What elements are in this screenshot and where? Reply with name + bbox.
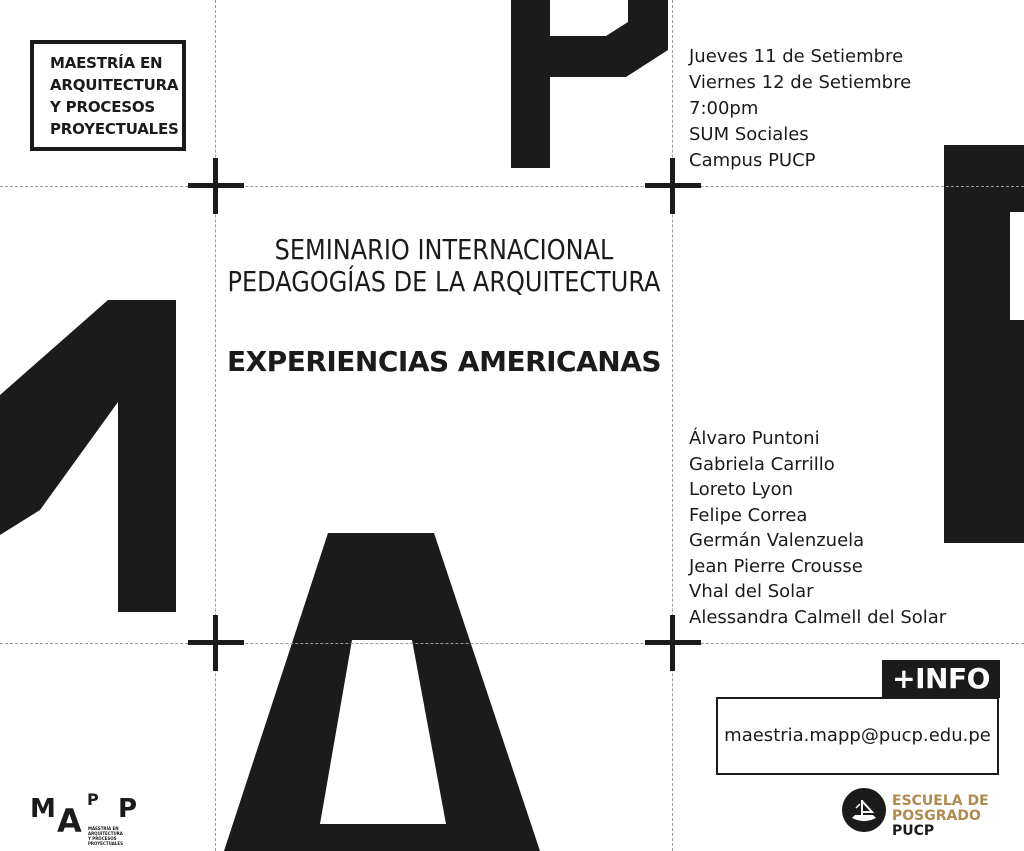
program-title-line: Y PROCESOS xyxy=(50,97,155,116)
guide-line-horizontal xyxy=(0,186,1024,187)
program-title-box xyxy=(30,40,186,151)
event-info xyxy=(689,44,911,174)
speaker-name: Álvaro Puntoni xyxy=(689,428,820,449)
mapp-logo xyxy=(30,790,150,845)
mapp-logo-subtext: MAESTRÍA EN ARQUITECTURA Y PROCESOS PROYECTUALES xyxy=(88,826,123,846)
speaker-list xyxy=(689,426,946,630)
giant-p-right xyxy=(944,145,1024,543)
speaker-name: Gabriela Carrillo xyxy=(689,453,835,475)
seminar-title-line: PEDAGOGÍAS DE LA ARQUITECTURA xyxy=(227,265,661,299)
more-info-tag: +INFO xyxy=(882,660,1000,698)
speaker-name: Jean Pierre Crousse xyxy=(689,555,863,577)
seminar-subtitle: EXPERIENCIAS AMERICANAS xyxy=(226,345,662,378)
guide-line-horizontal xyxy=(0,643,1024,644)
mapp-logo-letter: A xyxy=(57,802,82,840)
pucp-seal-icon xyxy=(842,788,886,832)
mapp-logo-letter: P xyxy=(87,790,99,809)
giant-a-bottom xyxy=(224,533,540,851)
event-date: Viernes 12 de Setiembre xyxy=(689,72,912,93)
speaker-name: Germán Valenzuela xyxy=(689,530,865,551)
giant-m-left xyxy=(0,300,176,612)
mapp-logo-letter: M xyxy=(30,794,56,824)
speaker-name: Loreto Lyon xyxy=(689,479,794,500)
speaker-name: Vhal del Solar xyxy=(689,581,814,602)
posgrado-line: ESCUELA DE xyxy=(892,793,989,809)
crosshair-mark xyxy=(188,615,244,671)
guide-line-vertical xyxy=(672,0,673,851)
posgrado-line: POSGRADO xyxy=(892,808,981,824)
mapp-logo-letter: P xyxy=(118,794,138,824)
guide-line-vertical xyxy=(215,0,216,851)
seminar-title-line: SEMINARIO INTERNACIONAL xyxy=(274,233,614,267)
event-date: Jueves 11 de Setiembre xyxy=(689,46,904,67)
escuela-posgrado-logo xyxy=(842,785,1012,845)
program-title-line: PROYECTUALES xyxy=(50,119,179,138)
posgrado-line: PUCP xyxy=(892,823,935,839)
contact-email-link[interactable]: maestria.mapp@pucp.edu.pe xyxy=(716,697,999,775)
seminar-title xyxy=(218,234,670,298)
event-campus: Campus PUCP xyxy=(689,150,816,171)
event-venue: SUM Sociales xyxy=(689,124,809,145)
speaker-name: Alessandra Calmell del Solar xyxy=(689,606,947,628)
giant-p-top xyxy=(511,0,668,168)
event-time: 7:00pm xyxy=(689,98,759,119)
crosshair-mark xyxy=(188,158,244,214)
program-title-line: MAESTRÍA EN xyxy=(50,53,163,72)
speaker-name: Felipe Correa xyxy=(689,504,808,526)
program-title-line: ARQUITECTURA xyxy=(50,75,179,94)
